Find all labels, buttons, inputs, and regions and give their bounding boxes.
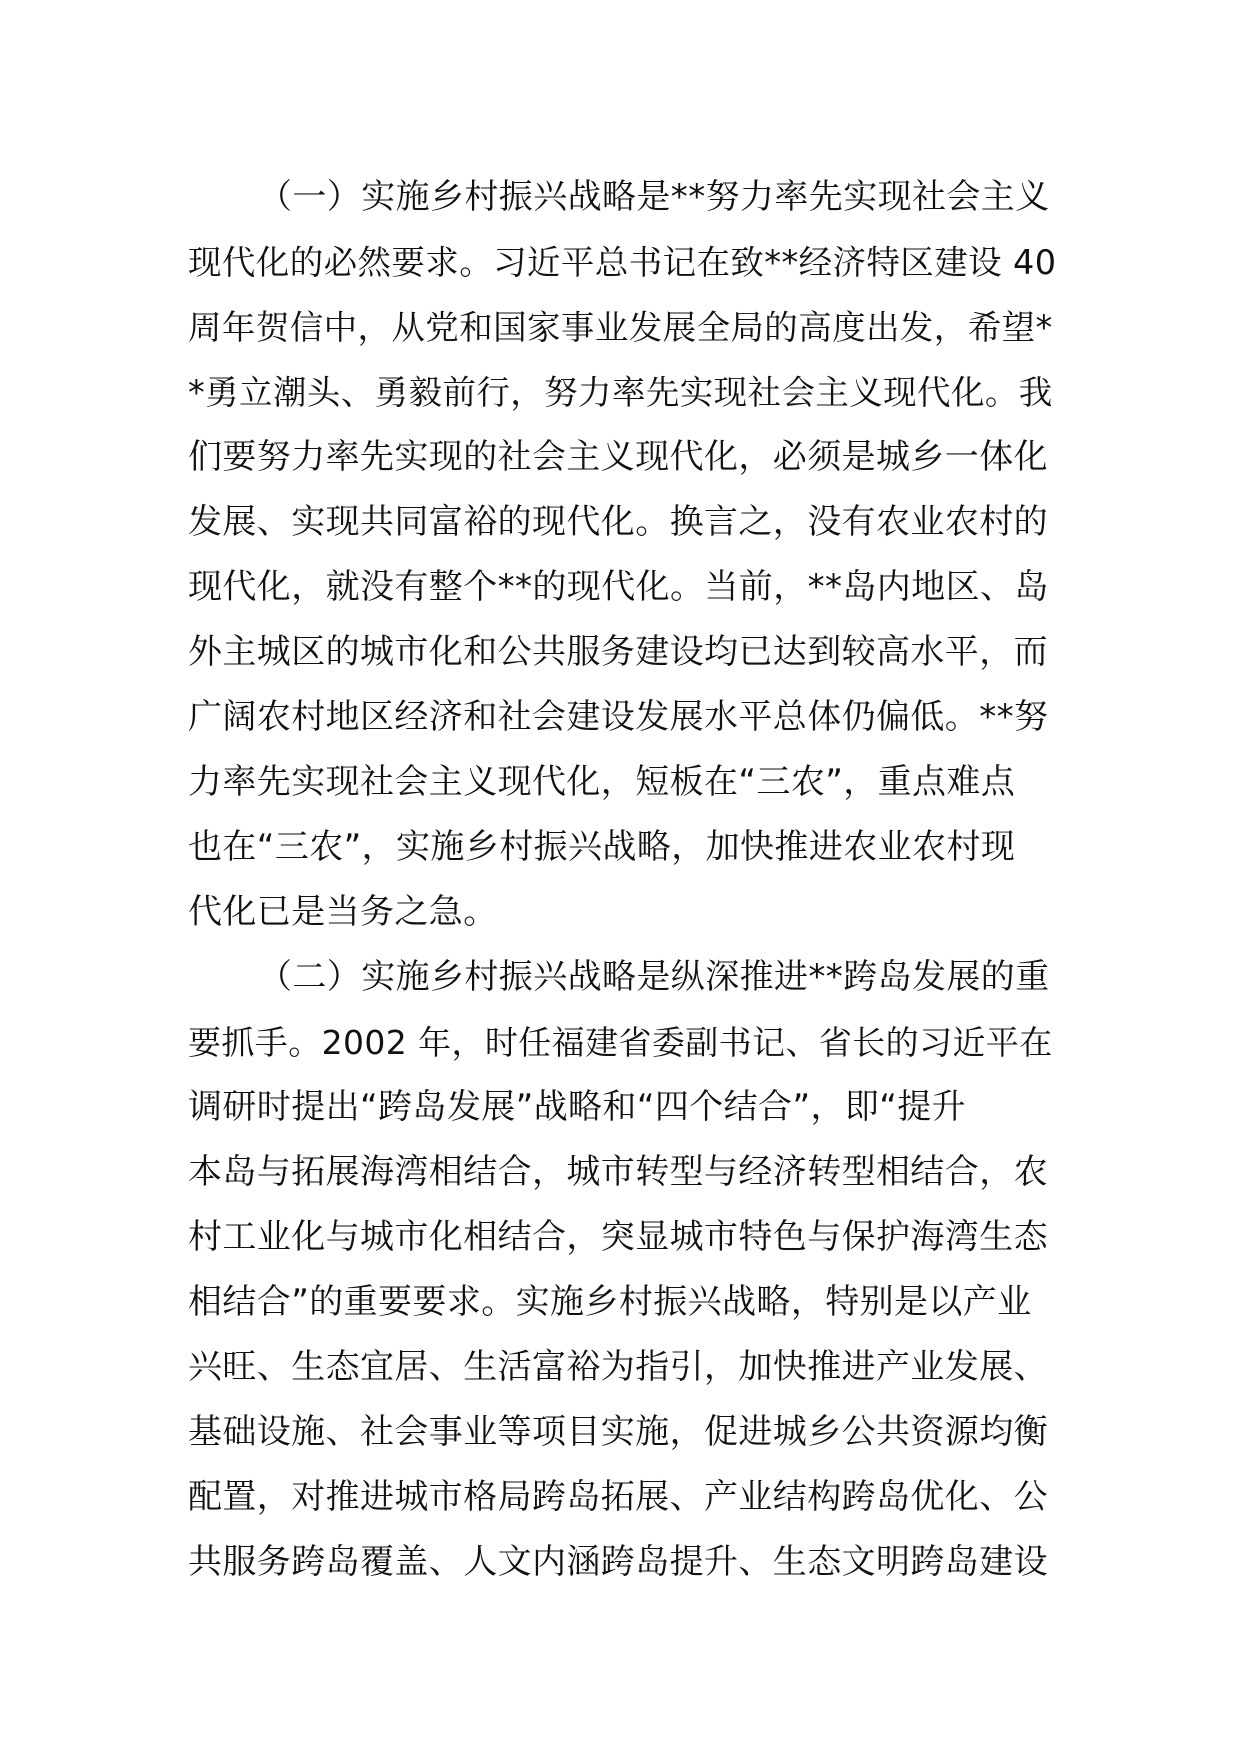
paragraph-2-line-8: 基础设施、社会事业等项目实施，促进城乡公共资源均衡: [188, 1412, 1048, 1452]
paragraph-1-line-8: 外主城区的城市化和公共服务建设均已达到较高水平，而: [188, 632, 1048, 672]
paragraph-2-line-4: 本岛与拓展海湾相结合，城市转型与经济转型相结合，农: [188, 1152, 1048, 1192]
paragraph-2-line-3: 调研时提出“跨岛发展”战略和“四个结合”，即“提升: [188, 1087, 967, 1127]
paragraph-1-line-1: （一）实施乡村振兴战略是**努力率先实现社会主义: [258, 177, 1050, 217]
paragraph-1-line-2: 现代化的必然要求。习近平总书记在致**经济特区建设 40: [188, 243, 1057, 282]
paragraph-1-line-11: 也在“三农”，实施乡村振兴战略，加快推进农业农村现: [188, 827, 1016, 867]
document-body: [188, 165, 1058, 1595]
paragraph-1-line-4: *勇立潮头、勇毅前行，努力率先实现社会主义现代化。我: [188, 373, 1053, 412]
paragraph-1-line-6: 发展、实现共同富裕的现代化。换言之，没有农业农村的: [188, 502, 1048, 542]
paragraph-1-line-10: 力率先实现社会主义现代化，短板在“三农”，重点难点: [188, 762, 1016, 802]
paragraph-2-line-1: （二）实施乡村振兴战略是纵深推进**跨岛发展的重: [258, 957, 1050, 997]
paragraph-2-line-6: 相结合”的重要要求。实施乡村振兴战略，特别是以产业: [188, 1282, 1032, 1322]
paragraph-1-line-9: 广阔农村地区经济和社会建设发展水平总体仍偏低。**努: [188, 697, 1049, 737]
paragraph-2-line-9: 配置，对推进城市格局跨岛拓展、产业结构跨岛优化、公: [188, 1477, 1048, 1517]
paragraph-1-line-7: 现代化，就没有整个**的现代化。当前，**岛内地区、岛: [188, 567, 1049, 607]
paragraph-2-line-5: 村工业化与城市化相结合，突显城市特色与保护海湾生态: [188, 1217, 1048, 1257]
paragraph-1-line-5: 们要努力率先实现的社会主义现代化，必须是城乡一体化: [188, 437, 1048, 477]
paragraph-2-line-2: 要抓手。2002 年，时任福建省委副书记、省长的习近平在: [188, 1023, 1053, 1062]
paragraph-1-line-3: 周年贺信中，从党和国家事业发展全局的高度出发，希望*: [188, 308, 1053, 347]
paragraph-2-line-7: 兴旺、生态宜居、生活富裕为指引，加快推进产业发展、: [188, 1347, 1048, 1387]
paragraph-1-line-12: 代化已是当务之急。: [188, 892, 498, 932]
paragraph-2-line-10: 共服务跨岛覆盖、人文内涵跨岛提升、生态文明跨岛建设: [188, 1542, 1048, 1582]
